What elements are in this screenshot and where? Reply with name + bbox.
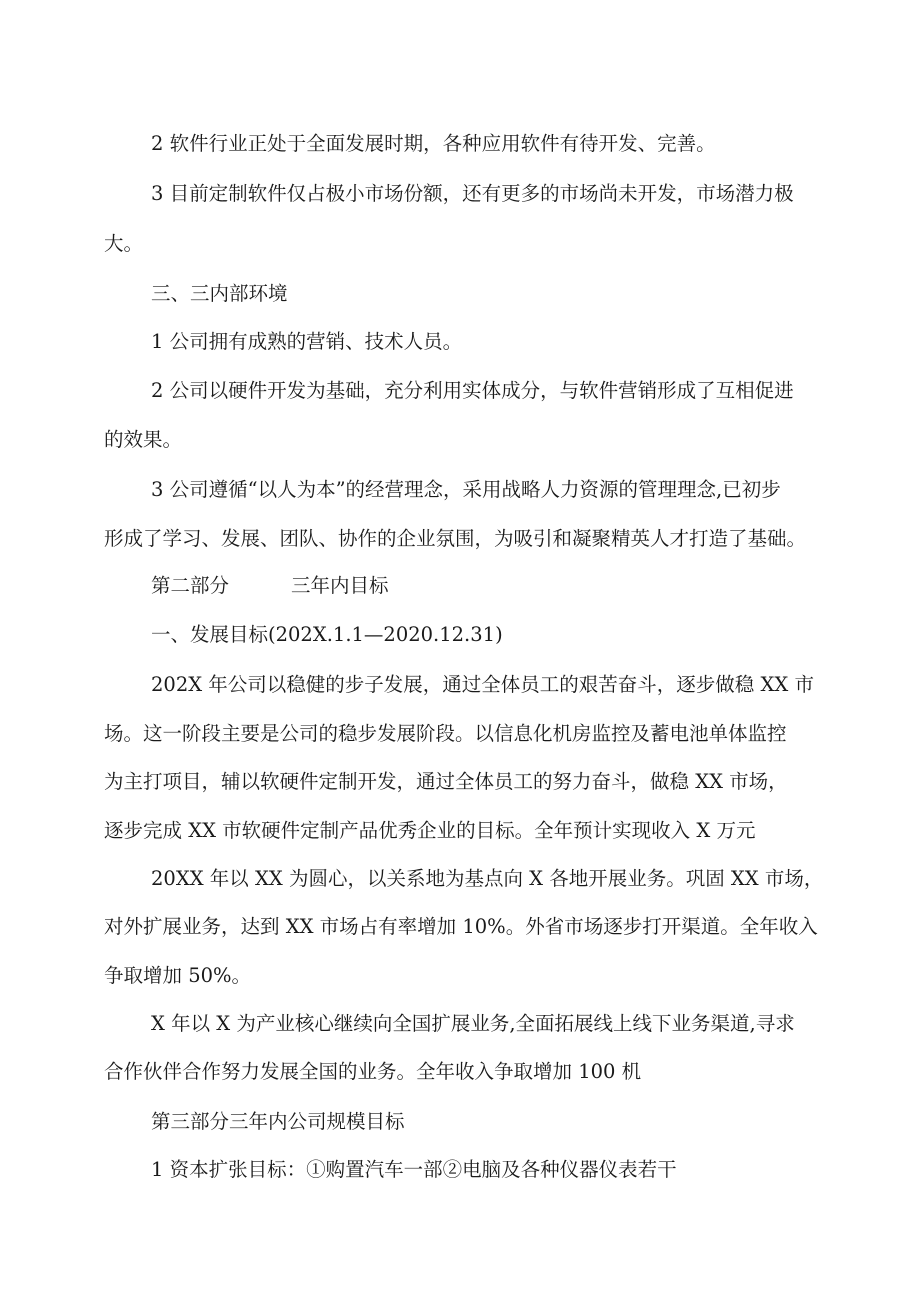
paragraph-line: 1 公司拥有成熟的营销、技术人员。 — [151, 330, 463, 353]
paragraph-line: 202X 年公司以稳健的步子发展，通过全体员工的艰苦奋斗，逐步做稳 XX 市 — [151, 673, 814, 696]
paragraph-line: 20XX 年以 XX 为圆心，以关系地为基点向 X 各地开展业务。巩固 XX 市场， — [151, 867, 824, 890]
section-heading: 一、发展目标(202X.1.1—2020.12.31) — [151, 623, 503, 646]
part-heading — [151, 573, 389, 599]
paragraph-line: 形成了学习、发展、团队、协作的企业氛围，为吸引和凝聚精英人才打造了基础。 — [104, 527, 807, 550]
paragraph-line: 场。这一阶段主要是公司的稳步发展阶段。以信息化机房监控及蓄电池单体监控 — [104, 722, 787, 745]
part-label: 第二部分 — [151, 574, 230, 597]
paragraph-line: 1 资本扩张目标：①购置汽车一部②电脑及各种仪器仪表若干 — [151, 1158, 677, 1181]
part-title: 三年内目标 — [291, 574, 389, 597]
paragraph-line: 逐步完成 XX 市软硬件定制产品优秀企业的目标。全年预计实现收入 X 万元 — [104, 819, 756, 842]
paragraph-line: 的效果。 — [104, 428, 183, 451]
paragraph-line: 2 软件行业正处于全面发展时期，各种应用软件有待开发、完善。 — [151, 132, 716, 155]
paragraph-line: 3 公司遵循“以人为本”的经营理念，采用战略人力资源的管理理念,已初步 — [151, 478, 781, 501]
paragraph-line: 为主打项目，辅以软硬件定制开发，通过全体员工的努力奋斗，做稳 XX 市场， — [104, 770, 788, 793]
paragraph-line: 合作伙伴合作努力发展全国的业务。全年收入争取增加 100 机 — [104, 1060, 642, 1083]
paragraph-line: 大。 — [104, 232, 144, 255]
part-heading: 第三部分三年内公司规模目标 — [151, 1110, 405, 1133]
paragraph-line: X 年以 X 为产业核心继续向全国扩展业务,全面拓展线上线下业务渠道,寻求 — [151, 1012, 795, 1035]
paragraph-line: 2 公司以硬件开发为基础，充分利用实体成分，与软件营销形成了互相促进 — [151, 379, 794, 402]
paragraph-line: 对外扩展业务，达到 XX 市场占有率增加 10%。外省市场逐步打开渠道。全年收入 — [104, 915, 818, 938]
paragraph-line: 争取增加 50%。 — [104, 964, 252, 987]
paragraph-line: 3 目前定制软件仅占极小市场份额，还有更多的市场尚未开发，市场潜力极 — [151, 182, 794, 205]
section-heading: 三、三内部环境 — [151, 282, 288, 305]
